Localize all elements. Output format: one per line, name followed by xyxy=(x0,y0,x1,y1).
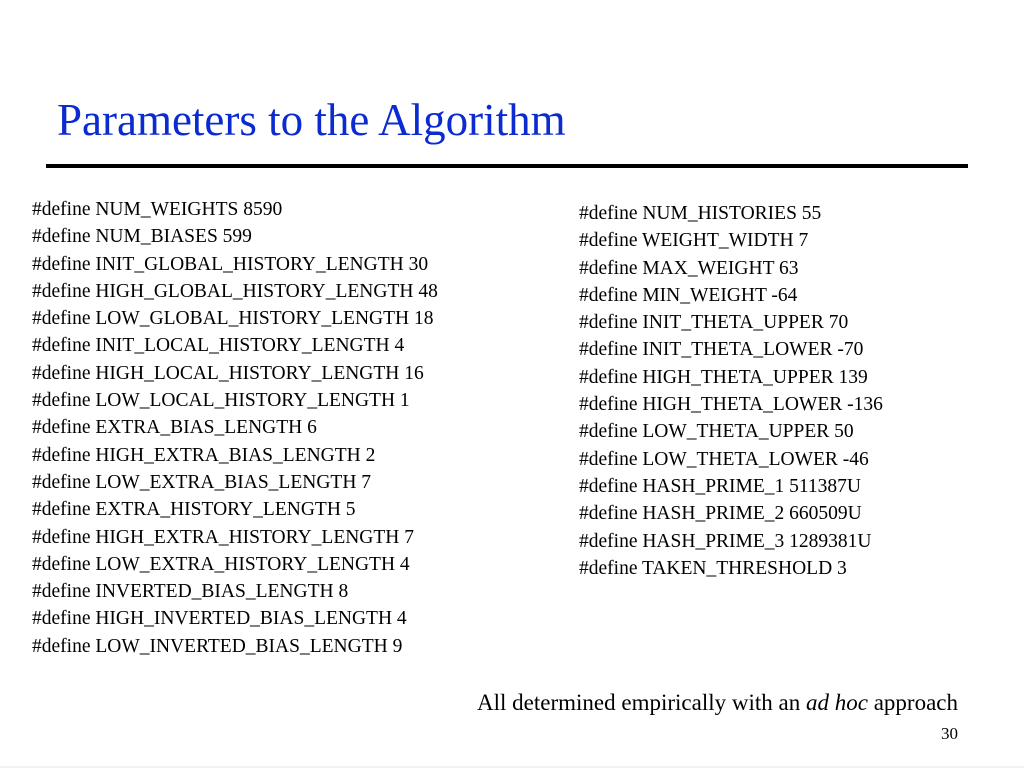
define-line: #define HIGH_INVERTED_BIAS_LENGTH 4 xyxy=(32,608,407,630)
define-line: #define LOW_INVERTED_BIAS_LENGTH 9 xyxy=(32,635,403,657)
define-line: #define MIN_WEIGHT -64 xyxy=(579,284,798,306)
define-line: #define INIT_THETA_UPPER 70 xyxy=(579,312,849,334)
define-line: #define LOW_THETA_UPPER 50 xyxy=(579,421,854,443)
define-line: #define EXTRA_BIAS_LENGTH 6 xyxy=(32,417,317,439)
define-line: #define HASH_PRIME_3 1289381U xyxy=(579,530,872,552)
define-line: #define INIT_LOCAL_HISTORY_LENGTH 4 xyxy=(32,335,405,357)
slide-title: Parameters to the Algorithm xyxy=(57,95,566,145)
define-line: #define LOW_LOCAL_HISTORY_LENGTH 1 xyxy=(32,390,410,412)
define-line: #define TAKEN_THRESHOLD 3 xyxy=(579,557,847,579)
define-line: #define HIGH_EXTRA_BIAS_LENGTH 2 xyxy=(32,444,376,466)
define-line: #define HASH_PRIME_1 511387U xyxy=(579,475,862,497)
footnote-text-start: All determined empirically with an xyxy=(477,690,806,715)
define-line: #define HASH_PRIME_2 660509U xyxy=(579,503,862,525)
footnote-text xyxy=(477,688,958,718)
define-line: #define NUM_WEIGHTS 8590 xyxy=(32,199,283,220)
left-define-list xyxy=(32,196,438,660)
define-line: #define NUM_BIASES 599 xyxy=(32,226,252,248)
define-line: #define EXTRA_HISTORY_LENGTH 5 xyxy=(32,499,356,521)
define-line: #define MAX_WEIGHT 63 xyxy=(579,257,799,279)
define-line: #define WEIGHT_WIDTH 7 xyxy=(579,230,809,252)
define-line: #define HIGH_LOCAL_HISTORY_LENGTH 16 xyxy=(32,362,424,384)
define-line: #define NUM_HISTORIES 55 xyxy=(579,203,822,224)
define-line: #define LOW_THETA_LOWER -46 xyxy=(579,448,869,470)
footnote-emphasis: ad hoc xyxy=(805,690,868,715)
define-line: #define INVERTED_BIAS_LENGTH 8 xyxy=(32,581,349,603)
define-line: #define HIGH_THETA_LOWER -136 xyxy=(579,394,883,416)
title-divider xyxy=(46,164,968,168)
define-line: #define HIGH_GLOBAL_HISTORY_LENGTH 48 xyxy=(32,280,438,302)
define-line: #define HIGH_EXTRA_HISTORY_LENGTH 7 xyxy=(32,526,415,548)
define-line: #define LOW_GLOBAL_HISTORY_LENGTH 18 xyxy=(32,308,434,330)
define-line: #define INIT_THETA_LOWER -70 xyxy=(579,339,864,361)
define-line: #define LOW_EXTRA_HISTORY_LENGTH 4 xyxy=(32,553,410,575)
footnote-text-end: approach xyxy=(867,690,958,715)
page-number: 30 xyxy=(941,724,958,743)
define-line: #define LOW_EXTRA_BIAS_LENGTH 7 xyxy=(32,471,372,493)
define-line: #define HIGH_THETA_UPPER 139 xyxy=(579,366,868,388)
define-line: #define INIT_GLOBAL_HISTORY_LENGTH 30 xyxy=(32,253,429,275)
right-define-list xyxy=(579,200,883,582)
